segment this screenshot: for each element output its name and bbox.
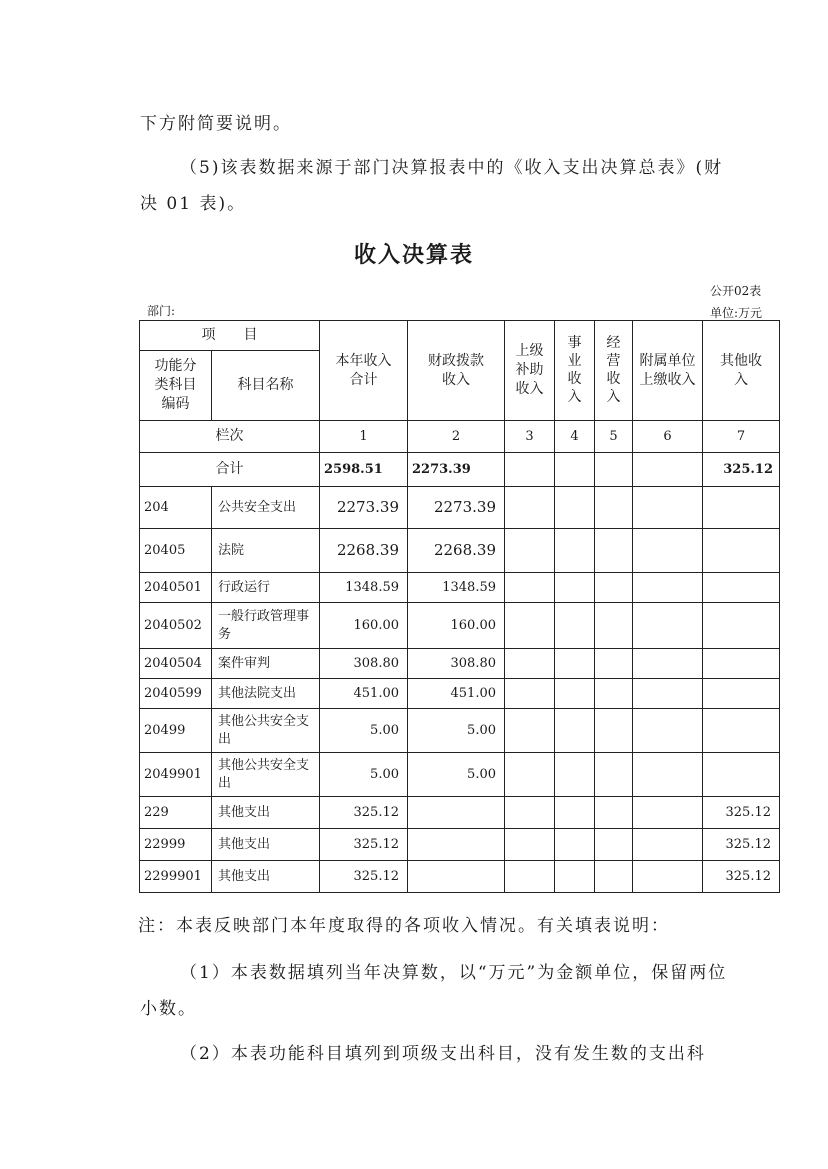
table-row — [140, 529, 780, 573]
table-row — [140, 487, 780, 529]
row-c7: 325.12 — [703, 829, 780, 861]
row-name: 其他法院支出 — [212, 679, 320, 709]
lanci-1: 1 — [320, 421, 408, 453]
lanci-3: 3 — [505, 421, 555, 453]
row-c7: 325.12 — [703, 797, 780, 829]
header-col2: 财政拨款收入 — [408, 321, 505, 421]
table-row — [140, 649, 780, 679]
row-c2: 451.00 — [408, 679, 505, 709]
row-name: 一般行政管理事务 — [212, 603, 320, 649]
header-col5: 经营收入 — [595, 321, 633, 421]
lanci-label: 栏次 — [140, 421, 320, 453]
row-c7 — [703, 753, 780, 797]
table-row — [140, 861, 780, 893]
table-row — [140, 753, 780, 797]
total-label: 合计 — [140, 453, 320, 487]
form-code: 公开02表 — [710, 284, 762, 298]
header-col6: 附属单位上缴收入 — [633, 321, 703, 421]
note-2: （2）本表功能科目填列到项级支出科目，没有发生数的支出科 — [180, 1044, 706, 1064]
row-c2: 5.00 — [408, 753, 505, 797]
row-c7 — [703, 679, 780, 709]
intro-line-1: 下方附简要说明。 — [140, 114, 292, 134]
row-code: 2049901 — [140, 753, 212, 797]
lanci-row — [140, 421, 780, 453]
table-row — [140, 709, 780, 753]
row-code: 2040502 — [140, 603, 212, 649]
table-row — [140, 573, 780, 603]
header-func-code: 功能分类科目编码 — [140, 351, 212, 421]
row-name: 行政运行 — [212, 573, 320, 603]
row-code: 20405 — [140, 529, 212, 573]
total-c2: 2273.39 — [408, 453, 505, 487]
row-c2 — [408, 861, 505, 893]
row-code: 2040501 — [140, 573, 212, 603]
dept-label: 部门: — [147, 304, 176, 318]
row-code: 229 — [140, 797, 212, 829]
row-c7 — [703, 487, 780, 529]
lanci-5: 5 — [595, 421, 633, 453]
row-c2 — [408, 797, 505, 829]
row-c7 — [703, 649, 780, 679]
table-row — [140, 797, 780, 829]
row-c7 — [703, 603, 780, 649]
row-code: 2040599 — [140, 679, 212, 709]
row-c2 — [408, 829, 505, 861]
table-row — [140, 603, 780, 649]
row-c2: 1348.59 — [408, 573, 505, 603]
header-col7: 其他收入 — [703, 321, 780, 421]
row-c2: 2268.39 — [408, 529, 505, 573]
row-code: 2040504 — [140, 649, 212, 679]
row-c7 — [703, 709, 780, 753]
revenue-table — [139, 320, 780, 893]
row-c1: 325.12 — [320, 861, 408, 893]
total-row — [140, 453, 780, 487]
header-col4: 事业收入 — [555, 321, 595, 421]
lanci-6: 6 — [633, 421, 703, 453]
row-c2: 2273.39 — [408, 487, 505, 529]
row-name: 其他支出 — [212, 797, 320, 829]
intro-line-2: （5)该表数据来源于部门决算报表中的《收入支出决算总表》(财决 01 表)。 — [140, 158, 724, 214]
row-c1: 2273.39 — [320, 487, 408, 529]
row-name: 案件审判 — [212, 649, 320, 679]
note-1: （1）本表数据填列当年决算数，以“万元”为金额单位，保留两位小数。 — [140, 963, 728, 1019]
row-c2: 5.00 — [408, 709, 505, 753]
row-c2: 308.80 — [408, 649, 505, 679]
header-item: 项 目 — [140, 321, 320, 351]
total-c7: 325.12 — [703, 453, 780, 487]
lanci-4: 4 — [555, 421, 595, 453]
row-c1: 325.12 — [320, 829, 408, 861]
row-c1: 308.80 — [320, 649, 408, 679]
row-c2: 160.00 — [408, 603, 505, 649]
row-code: 22999 — [140, 829, 212, 861]
row-c7 — [703, 573, 780, 603]
note-intro: 注：本表反映部门本年度取得的各项收入情况。有关填表说明： — [138, 916, 670, 936]
row-c1: 2268.39 — [320, 529, 408, 573]
row-c7 — [703, 529, 780, 573]
unit-label: 单位:万元 — [710, 306, 763, 320]
row-c1: 1348.59 — [320, 573, 408, 603]
row-name: 其他公共安全支出 — [212, 709, 320, 753]
row-name: 公共安全支出 — [212, 487, 320, 529]
total-c1: 2598.51 — [320, 453, 408, 487]
row-c1: 160.00 — [320, 603, 408, 649]
row-code: 204 — [140, 487, 212, 529]
row-code: 2299901 — [140, 861, 212, 893]
row-c7: 325.12 — [703, 861, 780, 893]
lanci-2: 2 — [408, 421, 505, 453]
row-name: 法院 — [212, 529, 320, 573]
row-c1: 325.12 — [320, 797, 408, 829]
row-code: 20499 — [140, 709, 212, 753]
row-name: 其他支出 — [212, 829, 320, 861]
table-title: 收入决算表 — [353, 242, 474, 268]
row-name: 其他支出 — [212, 861, 320, 893]
header-col1: 本年收入合计 — [320, 321, 408, 421]
header-col3: 上级补助收入 — [505, 321, 555, 421]
row-name: 其他公共安全支出 — [212, 753, 320, 797]
lanci-7: 7 — [703, 421, 780, 453]
row-c1: 5.00 — [320, 753, 408, 797]
header-subject-name: 科目名称 — [212, 351, 320, 421]
header-row-1 — [140, 321, 780, 351]
row-c1: 5.00 — [320, 709, 408, 753]
table-row — [140, 679, 780, 709]
table-row — [140, 829, 780, 861]
row-c1: 451.00 — [320, 679, 408, 709]
